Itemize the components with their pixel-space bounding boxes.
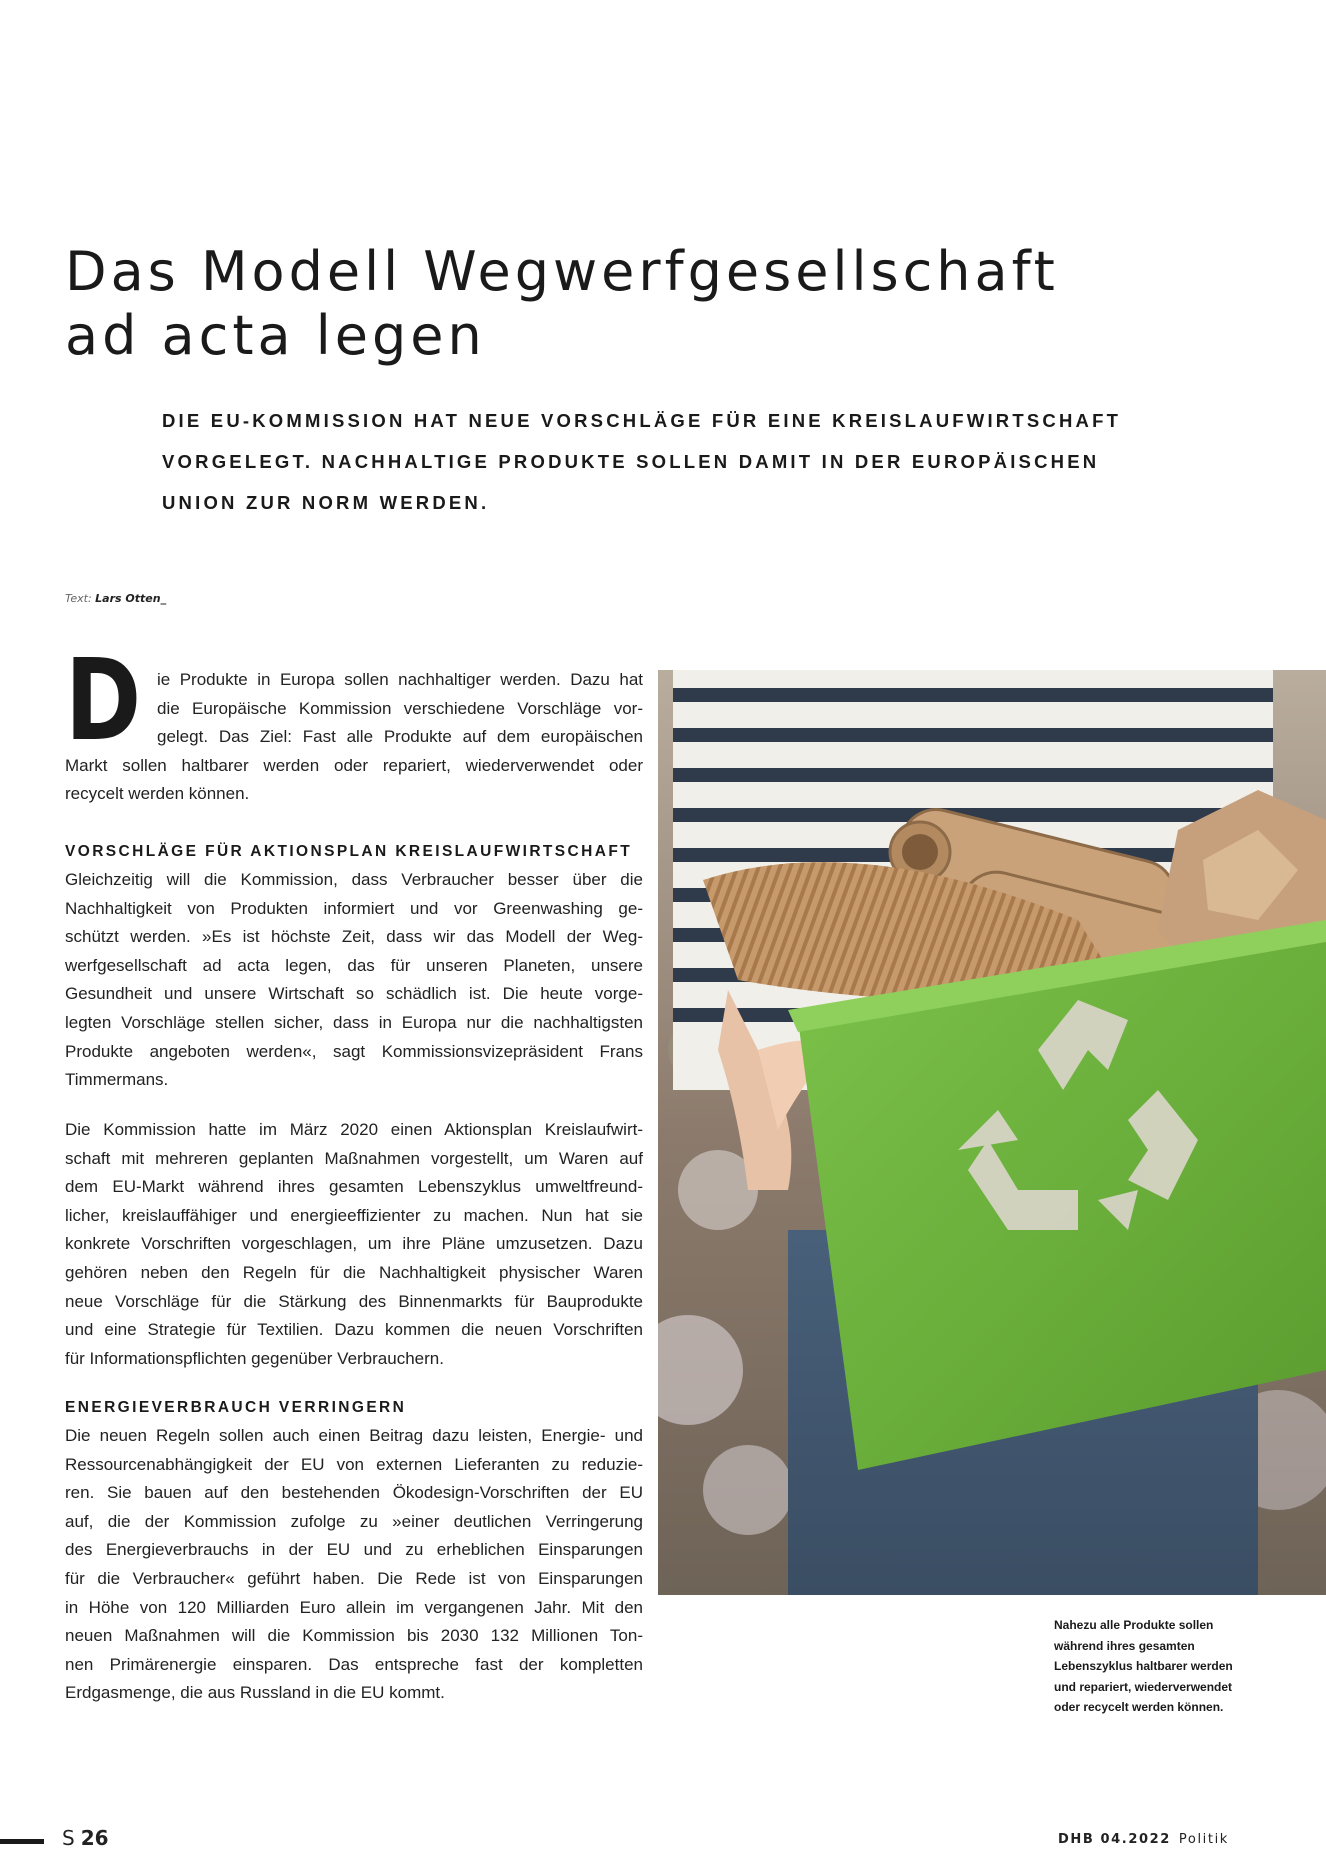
text-line: schaft mit mehreren geplanten Maßnahmen vorgestellt, um Waren auf [65, 1148, 643, 1168]
recycling-bin-photo [658, 670, 1326, 1595]
article-lead [162, 400, 1122, 523]
text-line: schützt werden. »Es ist höchste Zeit, dass wir das Modell der Weg- [65, 927, 643, 947]
text-line: Die Kommission hatte im März 2020 einen Aktionsplan Kreislaufwirt- [65, 1120, 643, 1139]
page-prefix: S [62, 1826, 75, 1850]
page-number-value: 26 [80, 1826, 109, 1850]
title-line-1: Das Modell Wegwerfgesellschaft [65, 240, 1059, 303]
lead-line-1: DIE EU-KOMMISSION HAT NEUE VORSCHLÄGE FÜR EINE KREISLAUFWIRTSCHAFT [162, 410, 1122, 431]
section-heading: VORSCHLÄGE FÜR AKTIONSPLAN KREISLAUFWIRTSCHAFT [65, 843, 633, 860]
lead-line-3: UNION ZUR NORM WERDEN. [162, 492, 490, 513]
text-line: in Höhe von 120 Milliarden Euro allein im vergangenen Jahr. Mit den [65, 1597, 643, 1617]
text-line: Gleichzeitig will die Kommission, dass Verbraucher besser über die [65, 870, 643, 889]
photo-caption [1054, 1615, 1254, 1718]
caption-line: Nahezu alle Produkte sollen [1054, 1618, 1214, 1632]
text-line: gehören neben den Regeln für die Nachhaltigkeit physischer Waren [65, 1262, 643, 1282]
text-line: die Europäische Kommission verschiedene Vorschläge vor- [157, 698, 643, 718]
text-line: Timmermans. [65, 1070, 169, 1090]
issue-label [1058, 1832, 1229, 1847]
caption-line: oder recycelt werden können. [1054, 1700, 1224, 1715]
byline-author: Lars Otten_ [95, 592, 167, 605]
page-number [62, 1826, 109, 1850]
article-photo [658, 670, 1326, 1595]
text-line: dem EU-Markt während ihres gesamten Lebenszyklus umweltfreund- [65, 1177, 643, 1197]
title-line-2: ad acta legen [65, 304, 486, 367]
text-line: Erdgasmenge, die aus Russland in die EU kommt. [65, 1683, 445, 1703]
text-line: ren. Sie bauen auf den bestehenden Ökodesign-Vorschriften der EU [65, 1483, 643, 1503]
section-vorschlaege [65, 838, 643, 1095]
text-line: auf, die der Kommission zufolge zu »einer deutlichen Verringerung [65, 1511, 643, 1531]
section-aktionsplan [65, 1116, 643, 1373]
text-line: neue Vorschläge für die Stärkung des Binnenmarkts für Bauprodukte [65, 1291, 643, 1311]
text-line: neuen Maßnahmen will die Kommission bis 2030 132 Millionen Ton- [65, 1626, 643, 1646]
text-line: ie Produkte in Europa sollen nachhaltiger werden. Dazu hat [157, 670, 643, 689]
issue-number: DHB 04.2022 [1058, 1832, 1171, 1847]
text-line: gelegt. Das Ziel: Fast alle Produkte auf dem europäischen [157, 727, 643, 747]
text-line: licher, kreislauffähiger und energieeffizienter zu machen. Nun hat sie [65, 1205, 643, 1225]
caption-line: während ihres gesamten [1054, 1638, 1195, 1653]
text-line: für die Verbraucher« geführt haben. Die Rede ist von Einsparungen [65, 1568, 643, 1588]
text-line: recycelt werden können. [65, 784, 250, 804]
byline [65, 592, 166, 605]
footer-rule [0, 1839, 44, 1844]
intro-paragraph [65, 666, 643, 809]
text-line: des Energieverbrauchs in der EU und zu erheblichen Einsparungen [65, 1540, 643, 1560]
text-line: Markt sollen haltbarer werden oder repariert, wiederverwendet oder [65, 755, 643, 775]
section-heading: ENERGIEVERBRAUCH VERRINGERN [65, 1399, 407, 1416]
text-line: Produkte angeboten werden«, sagt Kommissionsvizepräsident Frans [65, 1041, 643, 1061]
text-line: Ressourcenabhängigkeit der EU von externen Lieferanten zu reduzie- [65, 1454, 643, 1474]
text-line: Nachhaltigkeit von Produkten informiert und vor Greenwashing ge- [65, 898, 643, 918]
section-name: Politik [1178, 1832, 1229, 1847]
text-line: für Informationspflichten gegenüber Verbrauchern. [65, 1348, 444, 1368]
byline-prefix: Text: [65, 592, 92, 605]
caption-line: und repariert, wiederverwendet [1054, 1679, 1233, 1694]
article-title [65, 240, 1265, 368]
text-line: nen Primärenergie einsparen. Das entspreche fast der kompletten [65, 1654, 643, 1674]
text-line: und eine Strategie für Textilien. Dazu kommen die neuen Vorschriften [65, 1320, 643, 1340]
text-line: konkrete Vorschriften vorgeschlagen, um ihre Pläne umzusetzen. Dazu [65, 1234, 643, 1254]
caption-line: Lebenszyklus haltbarer werden [1054, 1659, 1233, 1674]
section-energieverbrauch [65, 1394, 643, 1708]
drop-cap: D [65, 636, 142, 766]
text-line: Die neuen Regeln sollen auch einen Beitrag dazu leisten, Energie- und [65, 1426, 643, 1445]
text-line: legten Vorschläge stellen sicher, dass in Europa nur die nachhaltigsten [65, 1012, 643, 1032]
text-line: Gesundheit und unsere Wirtschaft so schädlich ist. Die heute vorge- [65, 984, 643, 1004]
lead-line-2: VORGELEGT. NACHHALTIGE PRODUKTE SOLLEN DAMIT IN DER EUROPÄISCHEN [162, 451, 1100, 472]
text-line: werfgesellschaft ad acta legen, das für unseren Planeten, unsere [65, 955, 643, 975]
